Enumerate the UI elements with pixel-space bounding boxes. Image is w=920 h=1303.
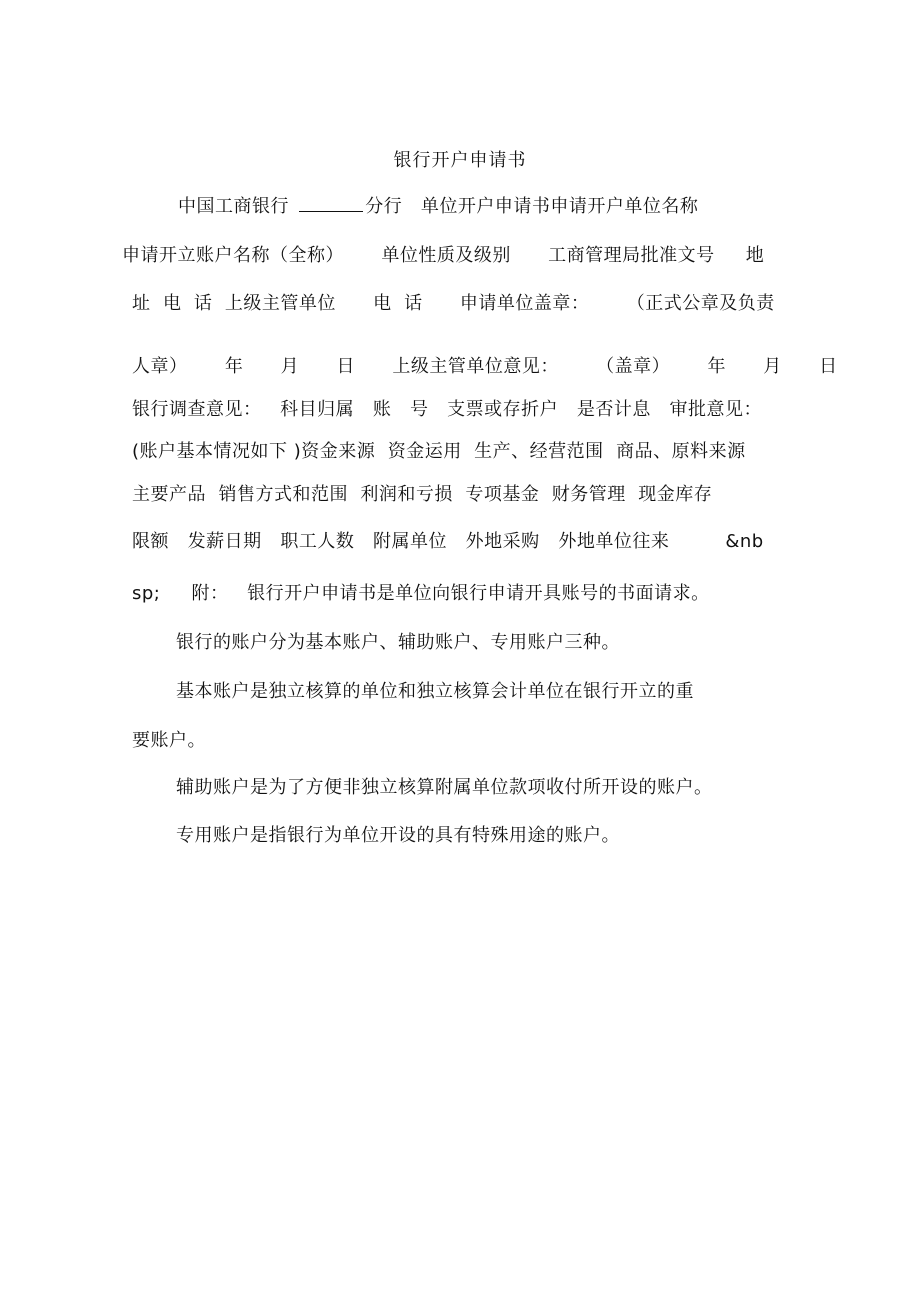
paragraph-basic-account-line1: 基本账户是独立核算的单位和独立核算会计单位在银行开立的重: [176, 681, 694, 702]
form-line-bank-branch: [178, 193, 698, 219]
branch-text: 分行 单位开户申请书申请开户单位名称: [365, 196, 699, 217]
branch-blank-underline: [299, 193, 363, 212]
form-line-bank-review: 银行调查意见： 科目归属 账 号 支票或存折户 是否计息 审批意见：: [132, 399, 762, 420]
paragraph-auxiliary-account: 辅助账户是为了方便非独立核算附属单位款项收付所开设的账户。: [176, 777, 713, 798]
paragraph-special-account: 专用账户是指银行为单位开设的具有特殊用途的账户。: [176, 825, 620, 846]
form-line-limits: 限额 发薪日期 职工人数 附属单位 外地采购 外地单位往来 &nb: [132, 531, 764, 552]
form-line-appendix: sp; 附： 银行开户申请书是单位向银行申请开具账号的书面请求。: [132, 583, 710, 604]
paragraph-basic-account-line2: 要账户。: [132, 730, 206, 751]
form-line-account-name: 申请开立账户名称（全称） 单位性质及级别 工商管理局批准文号 地: [122, 245, 765, 266]
form-line-address: 址 电 话 上级主管单位 电 话 申请单位盖章： （正式公章及负责: [132, 293, 775, 314]
bank-name-text: 中国工商银行: [178, 196, 296, 217]
form-line-seal-date: 人章） 年 月 日 上级主管单位意见： （盖章） 年 月 日: [132, 356, 838, 377]
form-line-funds: (账户基本情况如下 )资金来源 资金运用 生产、经营范围 商品、原料来源: [132, 441, 746, 462]
document-title: 银行开户申请书: [393, 150, 527, 171]
form-line-products: 主要产品 销售方式和范围 利润和亏损 专项基金 财务管理 现金库存: [132, 484, 713, 505]
paragraph-account-types: 银行的账户分为基本账户、辅助账户、专用账户三种。: [176, 632, 620, 653]
